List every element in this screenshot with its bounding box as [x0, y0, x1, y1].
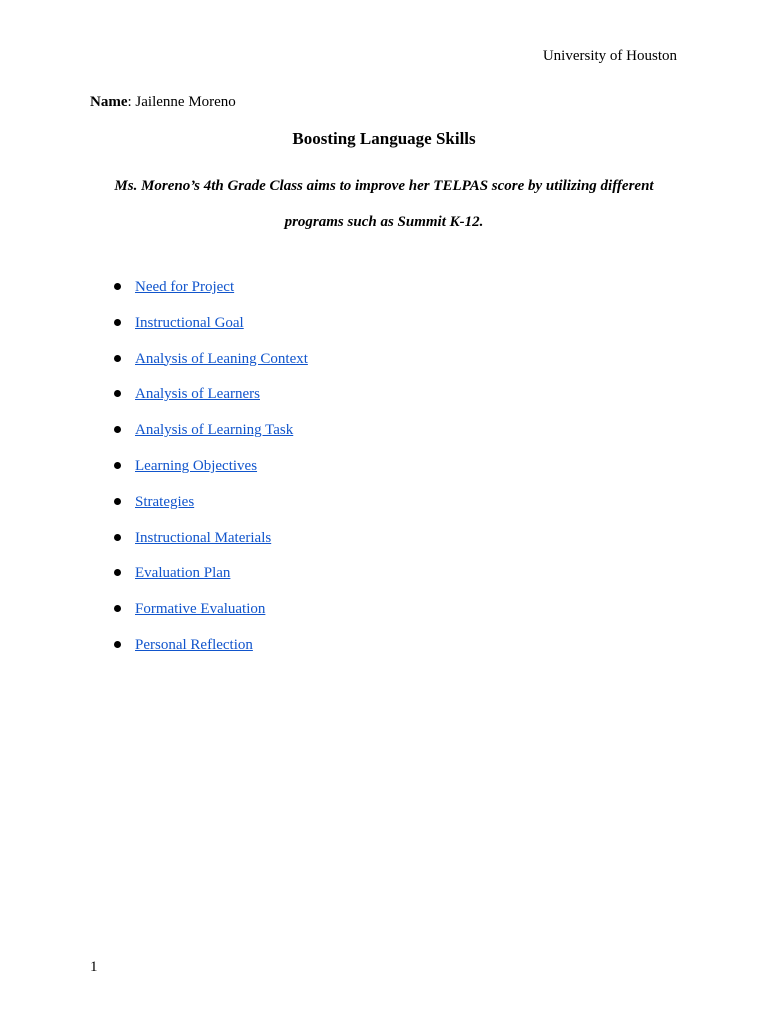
toc-link[interactable]: Instructional Goal — [135, 314, 244, 331]
header-institution: University of Houston — [542, 48, 677, 64]
bullet-icon — [114, 498, 121, 505]
toc-link[interactable]: Analysis of Learners — [135, 386, 260, 403]
toc-link[interactable]: Analysis of Leaning Context — [135, 350, 308, 367]
bullet-icon — [114, 569, 121, 576]
toc-link[interactable]: Analysis of Learning Task — [135, 422, 294, 439]
bullet-icon — [114, 462, 121, 469]
bullet-icon — [114, 283, 121, 290]
bullet-icon — [114, 641, 121, 648]
author-separator: : — [127, 94, 136, 110]
toc-link[interactable]: Instructional Materials — [135, 529, 272, 546]
bullet-icon — [114, 319, 121, 326]
page-number: 1 — [90, 959, 98, 975]
bullet-icon — [114, 390, 121, 397]
toc-link[interactable]: Evaluation Plan — [135, 565, 231, 582]
toc-link[interactable]: Personal Reflection — [135, 636, 253, 653]
toc-link[interactable]: Formative Evaluation — [135, 601, 266, 618]
bullet-icon — [114, 534, 121, 541]
toc-link[interactable]: Strategies — [135, 493, 195, 510]
toc-link[interactable]: Need for Project — [135, 279, 235, 295]
document-subtitle: Ms. Moreno’s 4th Grade Class aims to improve her TELPAS score by utilizing different programs such as Summit K-12. — [114, 178, 654, 230]
bullet-icon — [114, 605, 121, 612]
bullet-icon — [114, 426, 121, 433]
toc-link[interactable]: Learning Objectives — [135, 457, 258, 474]
bullet-icon — [114, 355, 121, 362]
document-title: Boosting Language Skills — [292, 129, 476, 148]
author-label: Name — [90, 94, 128, 110]
author-name: Jailenne Moreno — [135, 94, 236, 110]
author-line — [90, 93, 236, 111]
